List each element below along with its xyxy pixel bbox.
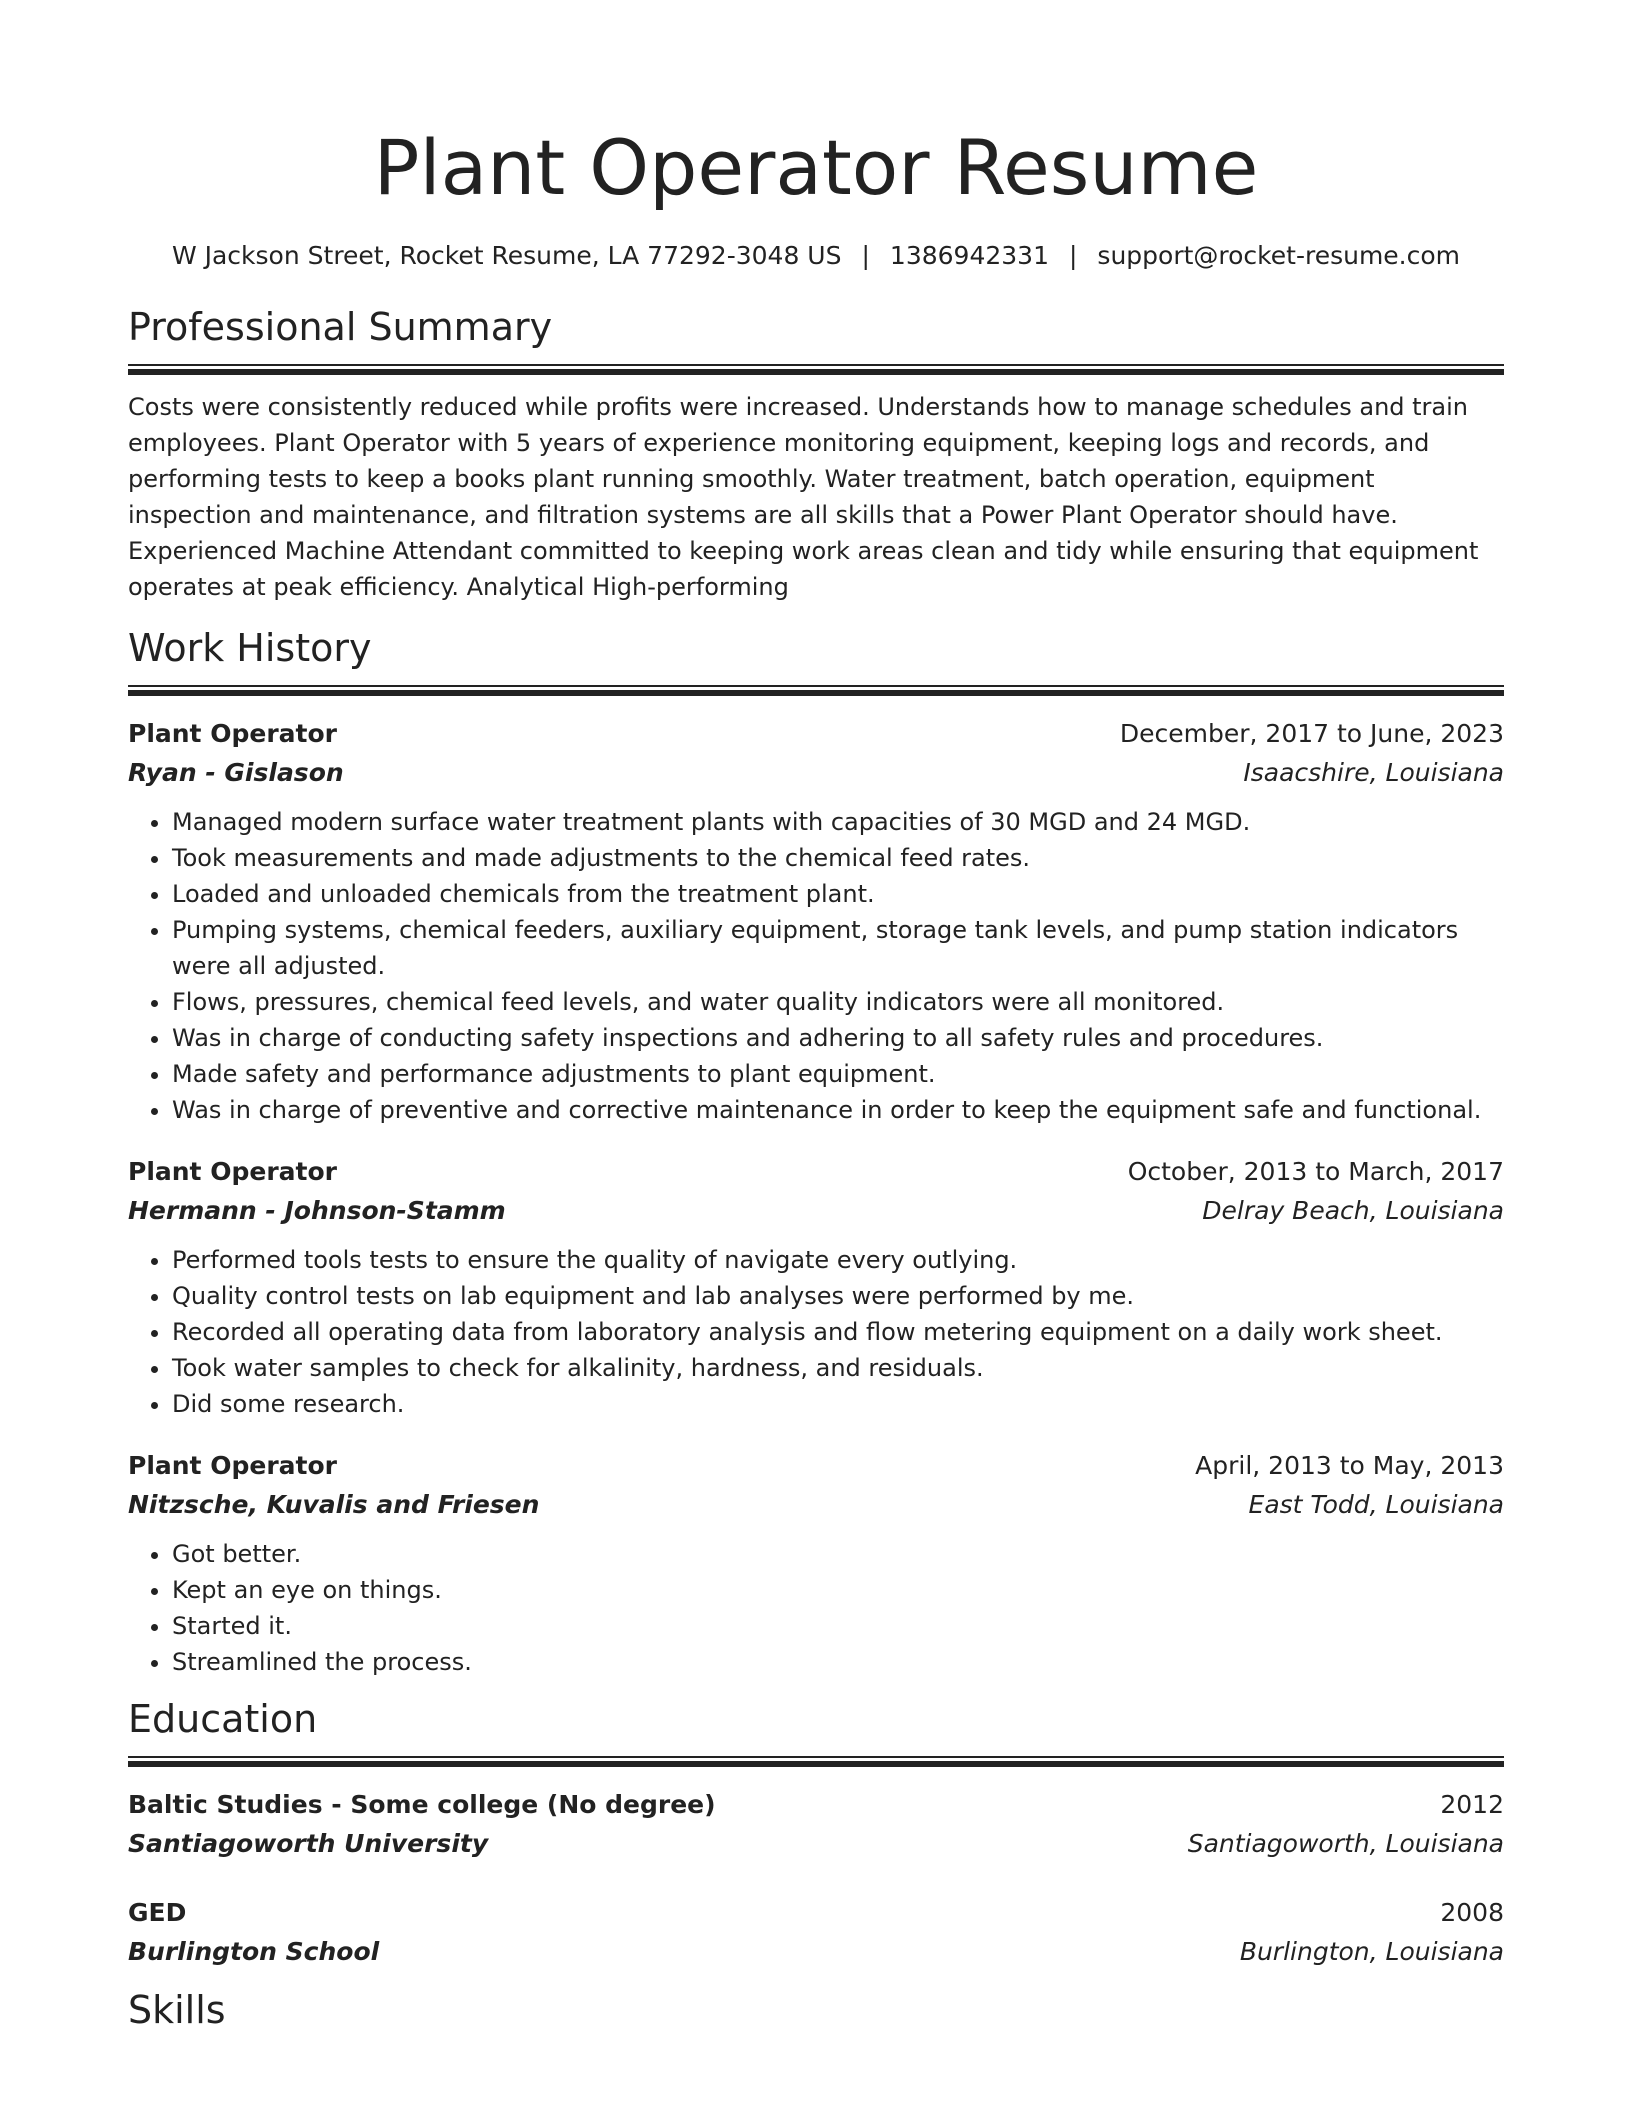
contact-separator: | — [861, 241, 870, 270]
education-school-row — [128, 1824, 1504, 1863]
job-dates: April, 2013 to May, 2013 — [1195, 1451, 1504, 1480]
job-dates: October, 2013 to March, 2017 — [1127, 1157, 1504, 1186]
skills-section — [128, 1985, 1504, 2035]
contact-separator: | — [1068, 241, 1078, 270]
job-bullets — [128, 804, 1504, 1128]
section-divider — [128, 1756, 1504, 1767]
job-bullets — [128, 1242, 1504, 1422]
job-location: East Todd, Louisiana — [1248, 1490, 1504, 1519]
job-header-row — [128, 714, 1504, 753]
job-bullet: • Quality control tests on lab equipment and lab analyses were performed by me. — [172, 1278, 1504, 1314]
education-school: Burlington School — [128, 1937, 380, 1966]
job-bullet: • Loaded and unloaded chemicals from the treatment plant. — [172, 876, 1504, 912]
job-entry — [128, 1152, 1504, 1422]
job-bullet: • Was in charge of conducting safety inspections and adhering to all safety rules and procedures. — [172, 1020, 1504, 1056]
job-bullet: • Kept an eye on things. — [172, 1572, 1504, 1608]
summary-section — [128, 302, 1504, 605]
education-section — [128, 1694, 1504, 1971]
education-entry — [128, 1785, 1504, 1863]
job-bullet: • Managed modern surface water treatment plants with capacities of 30 MGD and 24 MGD. — [172, 804, 1504, 840]
education-year: 2012 — [1440, 1790, 1504, 1819]
education-degree: Baltic Studies - Some college (No degree) — [128, 1790, 716, 1819]
education-header-row — [128, 1785, 1504, 1824]
job-bullet: • Recorded all operating data from laboratory analysis and flow metering equipment on a daily work sheet. — [172, 1314, 1504, 1350]
job-bullet: • Took water samples to check for alkalinity, hardness, and residuals. — [172, 1350, 1504, 1386]
job-title: Plant Operator — [128, 1157, 337, 1186]
job-bullets — [128, 1536, 1504, 1680]
education-location: Burlington, Louisiana — [1239, 1937, 1504, 1966]
job-bullet: • Was in charge of preventive and corrective maintenance in order to keep the equipment safe and functional. — [172, 1092, 1504, 1128]
job-bullet: • Started it. — [172, 1608, 1504, 1644]
summary-text: Costs were consistently reduced while profits were increased. Understands how to manage schedules and train employees. Plant Operator with 5 years of experience monitoring equipment, keeping logs and records, and performing tests to keep a books plant running smoothly. Water treatment, batch operation, equipment inspection and maintenance, and filtration systems are all skills that a Power Plant Operator should have. Experienced Machine Attendant committed to keeping work areas clean and tidy while ensuring that equipment operates at peak efficiency. Analytical High-performing — [128, 393, 1479, 601]
job-entry — [128, 714, 1504, 1128]
section-divider — [128, 685, 1504, 696]
job-company-row — [128, 1191, 1504, 1230]
job-location: Delray Beach, Louisiana — [1202, 1196, 1504, 1225]
job-title: Plant Operator — [128, 1451, 337, 1480]
job-bullet: • Pumping systems, chemical feeders, auxiliary equipment, storage tank levels, and pump station indicators were all adjusted. — [172, 912, 1504, 984]
section-heading-skills: Skills — [128, 1988, 226, 2032]
section-divider — [128, 364, 1504, 375]
section-heading-education: Education — [128, 1697, 318, 1741]
job-bullet: • Took measurements and made adjustments to the chemical feed rates. — [172, 840, 1504, 876]
job-company-row — [128, 1485, 1504, 1524]
job-bullet: • Got better. — [172, 1536, 1504, 1572]
job-bullet: • Made safety and performance adjustments to plant equipment. — [172, 1056, 1504, 1092]
contact-phone: 1386942331 — [889, 241, 1049, 270]
work-history-section — [128, 623, 1504, 1680]
job-title: Plant Operator — [128, 719, 337, 748]
education-school-row — [128, 1932, 1504, 1971]
job-bullet: • Performed tools tests to ensure the quality of navigate every outlying. — [172, 1242, 1504, 1278]
job-bullet: • Streamlined the process. — [172, 1644, 1504, 1680]
job-bullet: • Did some research. — [172, 1386, 1504, 1422]
job-company: Hermann - Johnson-Stamm — [128, 1196, 506, 1225]
education-entry — [128, 1893, 1504, 1971]
job-company: Nitzsche, Kuvalis and Friesen — [128, 1490, 540, 1519]
resume-title: Plant Operator Resume — [373, 123, 1259, 212]
education-degree: GED — [128, 1898, 187, 1927]
job-bullet: • Flows, pressures, chemical feed levels, and water quality indicators were all monitored. — [172, 984, 1504, 1020]
education-header-row — [128, 1893, 1504, 1932]
job-header-row — [128, 1152, 1504, 1191]
job-dates: December, 2017 to June, 2023 — [1119, 719, 1504, 748]
contact-line — [128, 238, 1504, 274]
section-heading-summary: Professional Summary — [128, 305, 553, 349]
education-school: Santiagoworth University — [128, 1829, 489, 1858]
education-location: Santiagoworth, Louisiana — [1187, 1829, 1504, 1858]
job-header-row — [128, 1446, 1504, 1485]
education-year: 2008 — [1440, 1898, 1504, 1927]
job-entry — [128, 1446, 1504, 1680]
contact-address: W Jackson Street, Rocket Resume, LA 77292-3048 US — [171, 241, 842, 270]
contact-email: support@rocket-resume.com — [1097, 241, 1461, 270]
job-company-row — [128, 753, 1504, 792]
job-location: Isaacshire, Louisiana — [1243, 758, 1504, 787]
job-company: Ryan - Gislason — [128, 758, 344, 787]
section-heading-work-history: Work History — [128, 626, 372, 670]
